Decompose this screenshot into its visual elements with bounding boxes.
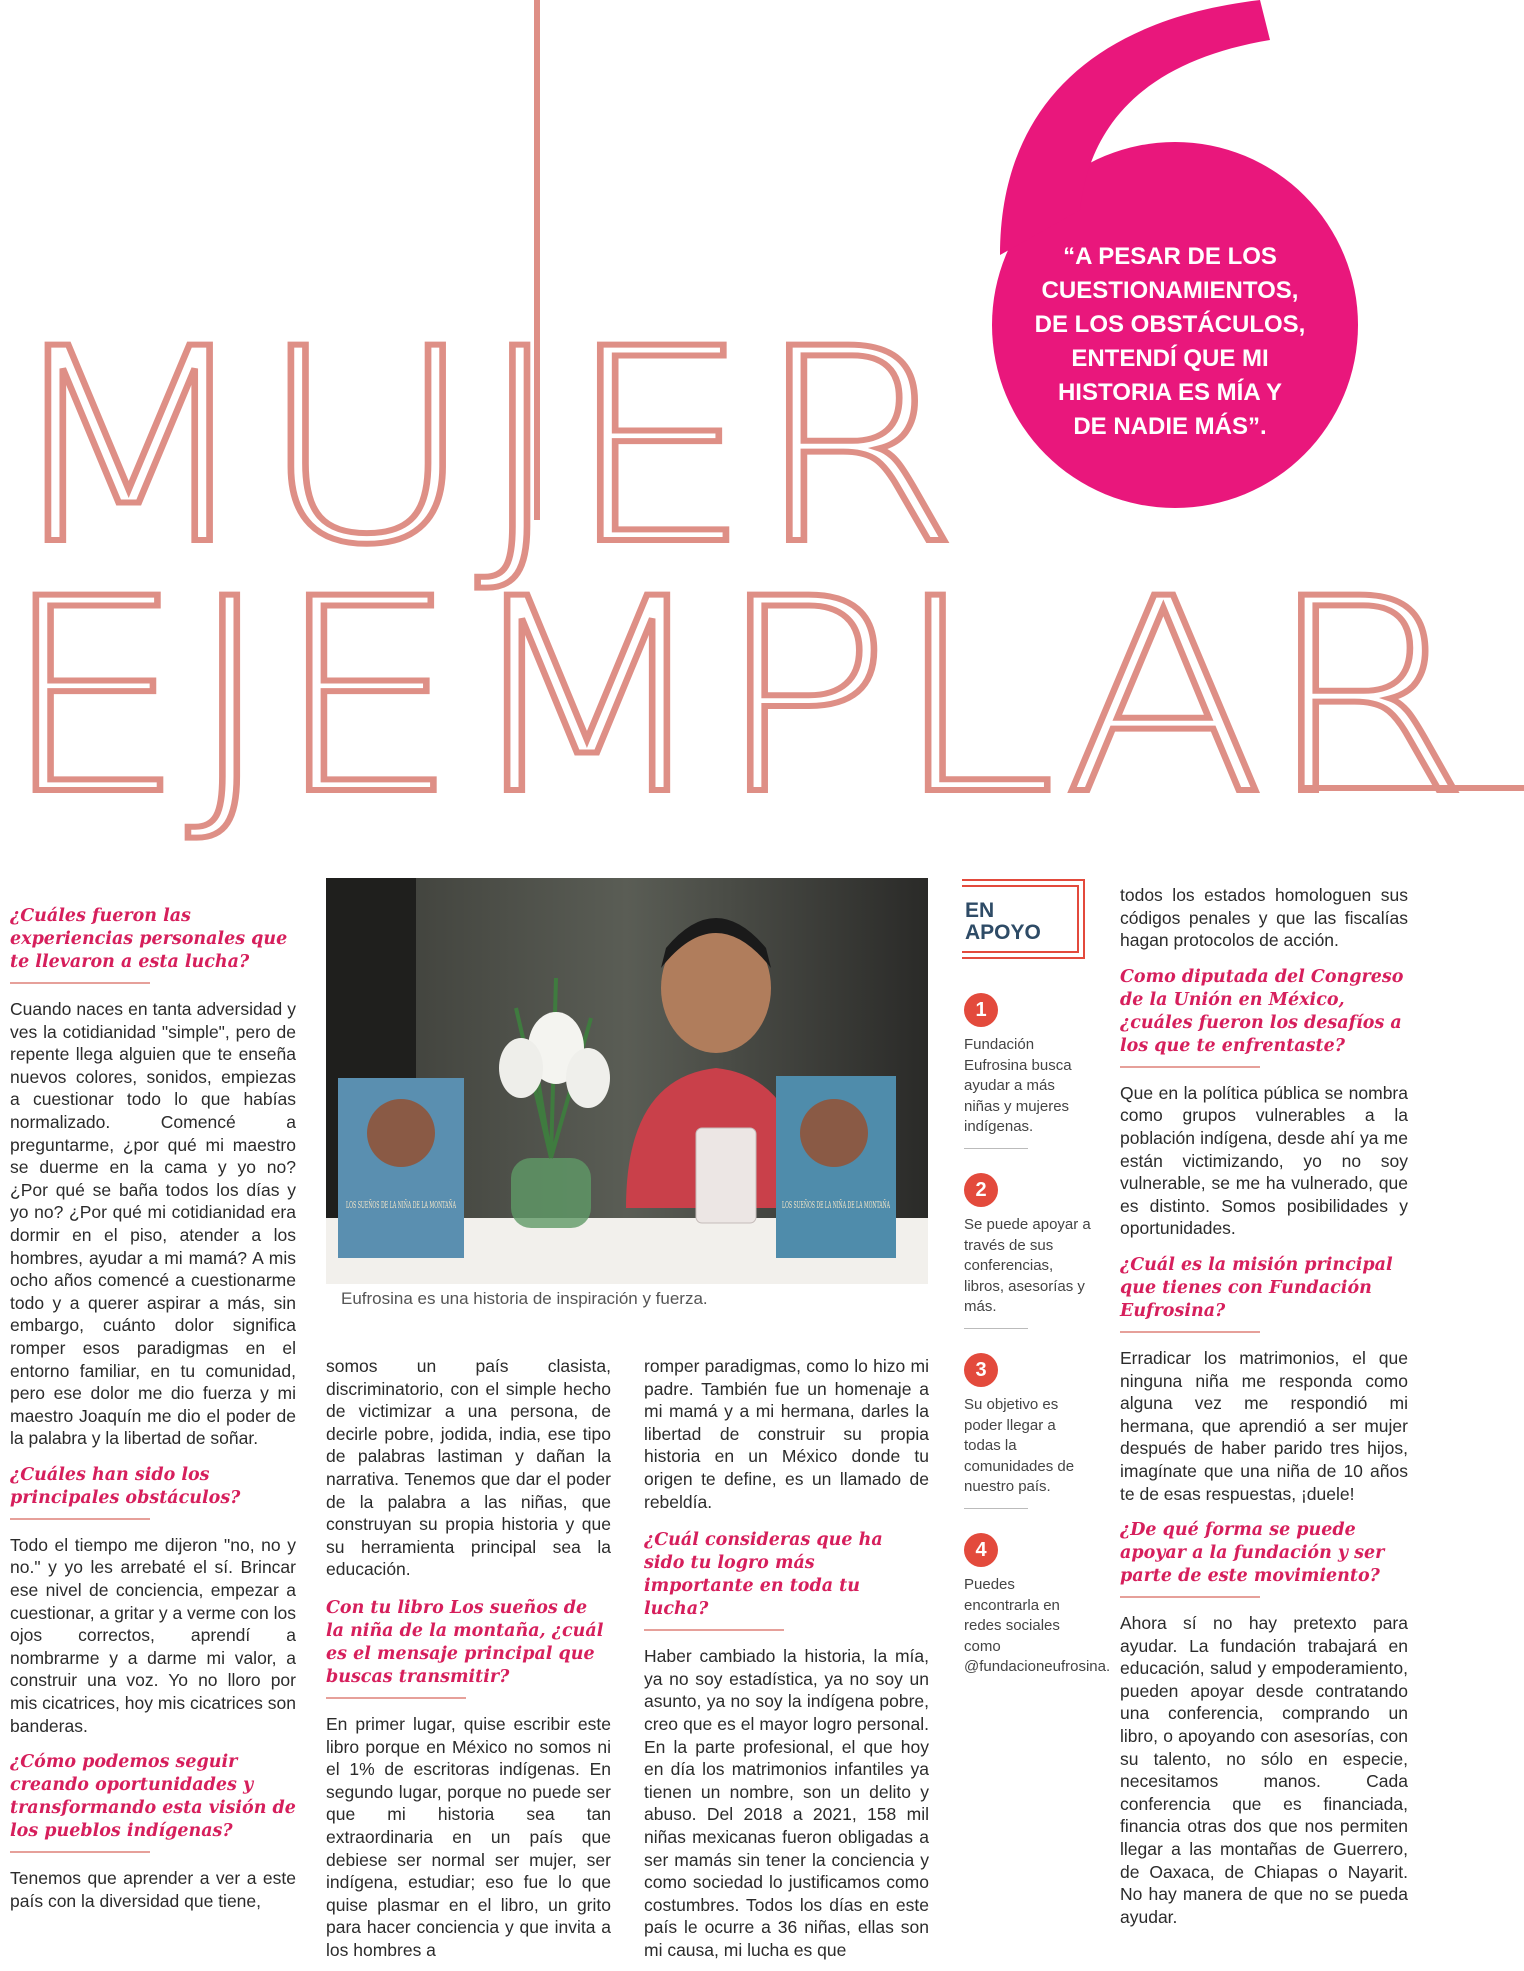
interview-question: ¿Cuál es la misión principal que tienes con Fundación Eufrosina? xyxy=(1120,1254,1393,1321)
pull-quote-line: CUESTIONAMIENTOS, xyxy=(1041,277,1299,304)
interview-answer: Tenemos que aprender a ver a este país con la diversidad que tiene, xyxy=(10,1868,296,1911)
interview-answer: Cuando naces en tanta adversidad y ves la cotidianidad "simple", pero de repente llega alguien que te enseña nuevos colores, sonidos, empiezas a cuestionar todo lo que habías normalizado. Comencé a preguntarme, ¿por qué mi maestro se duerme en la cama y yo no? ¿Por qué se baña todos los días y yo no? ¿Por qué mi cotidianidad era dormir en el piso, atender a los hombres, ayudar a mi mamá? A mis ocho años comencé a cuestionarme todo y a querer aspirar a más, sin embargo, cuánto dolor significa romper esos paradigmas en el entorno familiar, en tu comunidad, pero ese dolor me dio fuerza y mi maestro Joaquín me dio el poder de la palabra y la libertad de soñar. xyxy=(10,999,296,1449)
question-divider xyxy=(1120,1596,1260,1598)
photo-caption: Eufrosina es una historia de inspiración y fuerza. xyxy=(341,1289,708,1308)
interview-answer: todos los estados homologuen sus códigos penales y que las fiscalías hagan protocolos de acción. xyxy=(1120,885,1408,951)
article-column-1 xyxy=(10,905,296,1922)
question-divider xyxy=(326,1697,466,1699)
interview-answer: romper paradigmas, como lo hizo mi padre. También fue un homenaje a mi mamá y a mi hermana, darles la libertad de construir su propia historia en un México donde tu origen te define, es un llamado de rebeldía. xyxy=(644,1356,929,1512)
interview-question: ¿Cuál consideras que ha sido tu logro más importante en toda tu lucha? xyxy=(644,1530,883,1620)
interview-question: Como diputada del Congreso de la Unión en México, ¿cuáles fueron los desafíos a los que te enfrentaste? xyxy=(1120,966,1404,1056)
interview-question: ¿Cómo podemos seguir creando oportunidades y transformando esta visión de los pueblos indígenas? xyxy=(10,1752,296,1842)
sidebar-item-text: Se puede apoyar a través de sus conferencias, libros, asesorías y más. xyxy=(964,1216,1091,1315)
sidebar-item xyxy=(964,993,1092,1149)
book-right xyxy=(776,1076,993,1258)
sidebar-divider xyxy=(964,1148,1028,1150)
title-line-1: MUJER xyxy=(0,292,961,604)
sidebar-title-line: APOYO xyxy=(965,921,1041,944)
question-divider xyxy=(1120,1331,1260,1333)
article-column-5 xyxy=(1120,884,1408,1938)
sidebar-item-number: 3 xyxy=(964,1353,998,1387)
interview-answer: En primer lugar, quise escribir este libro porque en México no somos ni el 1% de escritoras indígenas. En segundo lugar, porque no puede ser que mi historia sea tan extraordinaria en un país que debiese ser normal ser mujer, ser indígena, estudiar; eso fue lo que quise plasmar en el libro, un grito para hacer conciencia y que invita a los hombres a xyxy=(326,1713,611,1960)
question-divider xyxy=(1120,1066,1260,1068)
interview-question: ¿Cuáles fueron las experiencias personales que te llevaron a esta lucha? xyxy=(10,906,288,972)
pull-quote-line: “A PESAR DE LOS xyxy=(1063,243,1277,270)
sidebar-divider xyxy=(964,1508,1028,1510)
sidebar-item-text: Puedes encontrarla en redes sociales como @fundacioneufrosina. xyxy=(964,1576,1111,1675)
sidebar-item-number: 1 xyxy=(964,993,998,1027)
interview-answer: Ahora sí no hay pretexto para ayudar. La fundación trabajará en educación, salud y empoderamiento, pueden apoyar desde contratando una conferencia, comprando un libro, o apoyando con asesorías, con su talento, no sólo en especie, necesitamos manos. Cada conferencia que es financiada, financia otras dos que nos permiten llegar a las montañas de Guerrero, de Oaxaca, de Chiapas o Nayarit. No hay manera de que no se pueda ayudar. xyxy=(1120,1613,1408,1927)
pull-quote-line: DE NADIE MÁS”. xyxy=(1073,413,1267,440)
interview-answer: Erradicar los matrimonios, el que ninguna niña me responda como alguna vez me respondió mi hermana, que aprendió a ser mujer después de haber parido tres hijos, imagínate que una niña de 10 años te de esas respuestas, ¡duele! xyxy=(1120,1347,1408,1504)
sidebar-item-text: Su objetivo es poder llegar a todas la comunidades de nuestro país. xyxy=(964,1396,1075,1495)
interview-answer: Que en la política pública se nombra como grupos vulnerables a la población indígena, desde ahí ya me están victimizando, yo no soy vulnerable, se me ha vulnerado, que es distinto. Somos posibilidades y oportunidades. xyxy=(1120,1082,1408,1239)
sidebar-item xyxy=(964,1533,1111,1678)
sidebar-item-number: 4 xyxy=(964,1533,998,1567)
sidebar-item xyxy=(964,1353,1092,1509)
question-divider xyxy=(10,1851,150,1853)
question-divider xyxy=(644,1629,784,1631)
pull-quote-line: HISTORIA ES MÍA Y xyxy=(1057,379,1283,406)
interview-question: ¿De qué forma se puede apoyar a la fundación y ser parte de este movimiento? xyxy=(1120,1520,1385,1587)
sidebar-title xyxy=(965,900,1041,944)
interview-question: Con tu libro Los sueños de la niña de la montaña, ¿cuál es el mensaje principal que buscas transmitir? xyxy=(326,1597,604,1687)
interview-answer: Todo el tiempo me dijeron "no, no y no." y yo les arrebaté el sí. Brincar ese nivel de conciencia, empezar a cuestionar, a gritar y a verme con los ojos correctos, aprendí a nombrarme y a darme mi valor, a construir una voz. Yo no lloro por mis cicatrices, hoy mis cicatrices son banderas. xyxy=(10,1534,296,1736)
question-divider xyxy=(10,982,150,984)
interview-answer: somos un país clasista, discriminatorio, con el simple hecho de victimizar a una persona, de decirle pobre, jodida, india, ese tipo de palabras lastiman y dañan la narrativa. Tenemos que dar el poder de la palabra a las niñas, que construyan su propia historia y que su herramienta principal sea la educación. xyxy=(326,1356,611,1580)
pull-quote-line: ENTENDÍ QUE MI xyxy=(1071,345,1269,372)
sidebar-item-text: Fundación Eufrosina busca ayudar a más niñas y mujeres indígenas. xyxy=(964,1036,1072,1135)
question-divider xyxy=(10,1518,150,1520)
sidebar-item xyxy=(964,1173,1092,1329)
sidebar-title-line: EN xyxy=(965,899,995,922)
interview-question: ¿Cuáles han sido los principales obstáculos? xyxy=(10,1464,241,1508)
title-line-2: EJEMPLAR xyxy=(0,542,1470,854)
book-left xyxy=(338,1078,557,1258)
article-column-2 xyxy=(326,1355,611,1971)
sidebar-divider xyxy=(964,1328,1028,1330)
sidebar-item-number: 2 xyxy=(964,1173,998,1207)
book-title: LOS SUEÑOS DE LA NIÑA DE LA MONTAÑA xyxy=(782,1201,993,1211)
book-title: LOS SUEÑOS DE LA NIÑA DE LA MONTAÑA xyxy=(346,1201,557,1211)
pull-quote-line: DE LOS OBSTÁCULOS, xyxy=(1034,311,1306,338)
interview-answer: Haber cambiado la historia, la mía, ya no soy estadística, ya no soy un asunto, ya no soy la indígena pobre, creo que es el mayor logro personal. En la parte profesional, el que hoy en día los matrimonios infantiles ya tienen un nombre, son un delito y abuso. Del 2018 a 2021, 158 mil niñas mexicanas fueron obligadas a ser mamás sin tener la conciencia y como sociedad lo justificamos como costumbres. Todos los días en este país le ocurre a 36 niñas, ellas son mi causa, mi lucha es que xyxy=(644,1646,929,1960)
article-column-3 xyxy=(644,1355,929,1971)
pull-quote xyxy=(1020,240,1320,480)
